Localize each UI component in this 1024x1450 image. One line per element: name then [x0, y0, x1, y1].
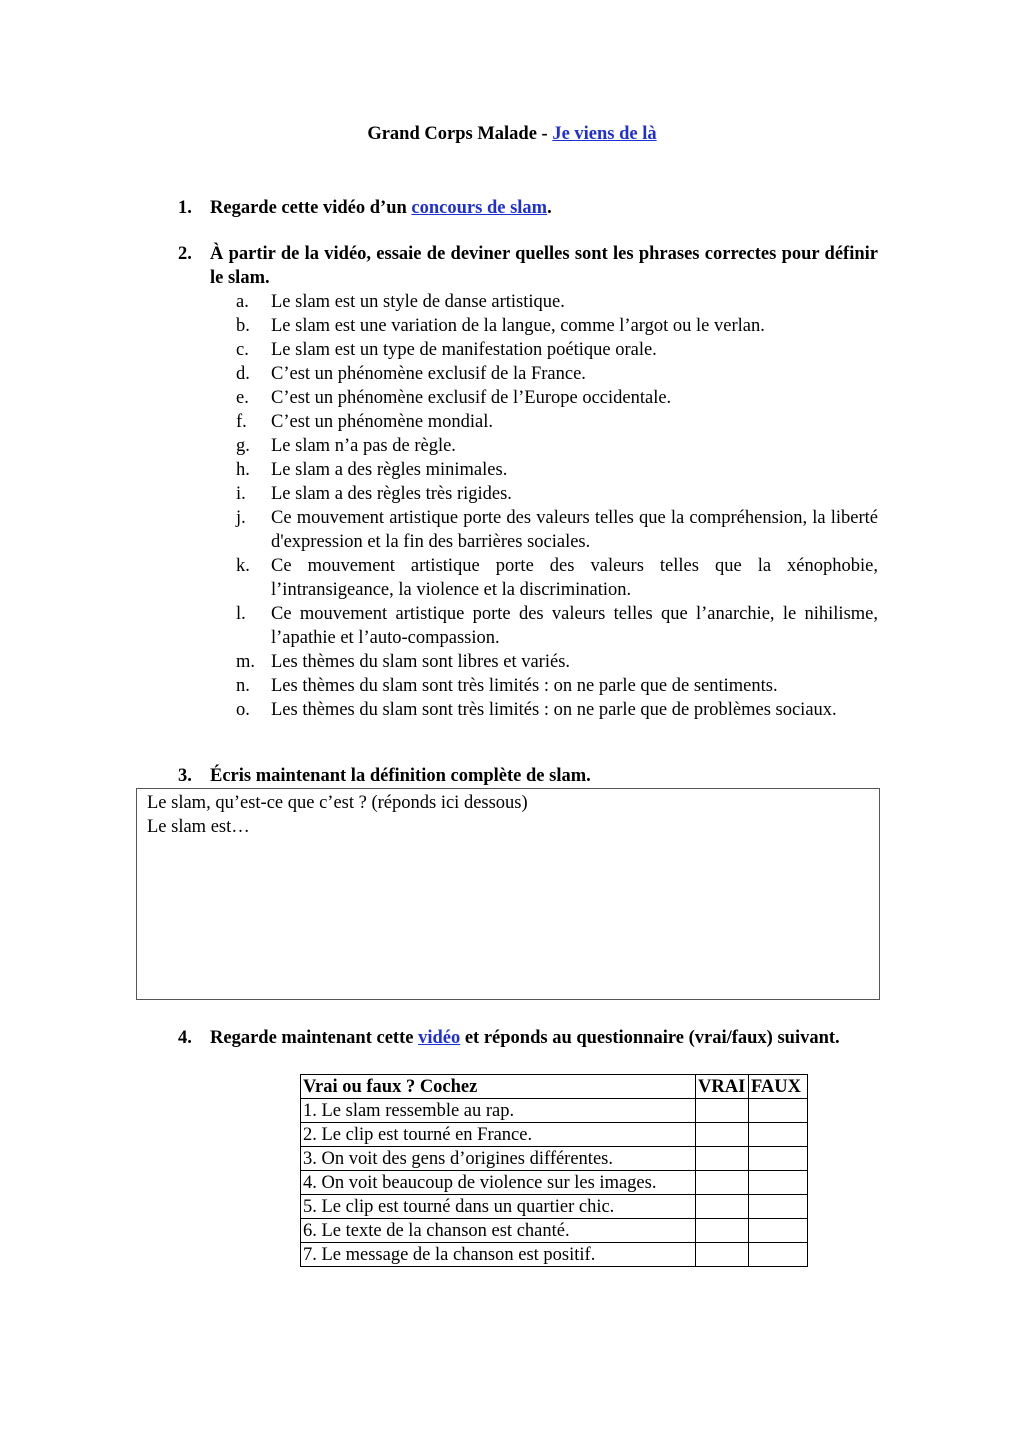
question-4-text-end: et réponds au questionnaire (vrai/faux) suivant.: [460, 1028, 840, 1048]
header-vrai: VRAI: [696, 1075, 749, 1099]
question-3-text: Écris maintenant la définition complète de slam.: [210, 766, 591, 786]
option-text: C’est un phénomène mondial.: [271, 412, 493, 432]
faux-cell[interactable]: [749, 1219, 808, 1243]
option-text: Les thèmes du slam sont libres et variés.: [271, 652, 571, 672]
option-letter: g.: [236, 436, 250, 456]
option-text: Le slam a des règles minimales.: [271, 460, 508, 480]
option-h: [0, 458, 1024, 482]
option-letter: m.: [236, 652, 256, 672]
option-text: Ce mouvement artistique porte des valeurs telles que la compréhension, la liberté d'expression et la fin des barrières sociales.: [271, 508, 878, 552]
vrai-cell[interactable]: [696, 1099, 749, 1123]
table-row: [301, 1219, 808, 1243]
option-text: Ce mouvement artistique porte des valeurs telles que l’anarchie, le nihilisme, l’apathie et l’auto-compassion.: [271, 604, 878, 648]
faux-cell[interactable]: [749, 1147, 808, 1171]
statement-cell: 3. On voit des gens d’origines différentes.: [301, 1147, 696, 1171]
option-c: [0, 338, 1024, 362]
question-2-options: [0, 290, 1024, 722]
statement-cell: 1. Le slam ressemble au rap.: [301, 1099, 696, 1123]
answer-box-start: Le slam est…: [147, 817, 250, 837]
definition-answer-box[interactable]: [136, 788, 880, 1000]
question-4-number: 4.: [178, 1028, 192, 1048]
option-letter: n.: [236, 676, 250, 696]
option-text: Les thèmes du slam sont très limités : on ne parle que de sentiments.: [271, 676, 778, 696]
faux-cell[interactable]: [749, 1243, 808, 1267]
answer-box-prompt: Le slam, qu’est-ce que c’est ? (réponds ici dessous): [147, 793, 528, 813]
option-letter: b.: [236, 316, 250, 336]
option-letter: c.: [236, 340, 249, 360]
page-title: [0, 122, 1024, 146]
question-1-text-end: .: [547, 198, 552, 218]
table-row: [301, 1195, 808, 1219]
option-text: Le slam est un type de manifestation poétique orale.: [271, 340, 657, 360]
question-2-text: À partir de la vidéo, essaie de deviner quelles sont les phrases correctes pour définir le slam.: [210, 244, 878, 288]
header-faux: FAUX: [749, 1075, 808, 1099]
option-letter: d.: [236, 364, 250, 384]
faux-cell[interactable]: [749, 1171, 808, 1195]
option-i: [0, 482, 1024, 506]
option-letter: k.: [236, 556, 250, 576]
statement-cell: 6. Le texte de la chanson est chanté.: [301, 1219, 696, 1243]
vrai-cell[interactable]: [696, 1219, 749, 1243]
vrai-cell[interactable]: [696, 1147, 749, 1171]
option-text: Le slam est un style de danse artistique.: [271, 292, 565, 312]
option-letter: e.: [236, 388, 249, 408]
title-prefix: Grand Corps Malade -: [367, 124, 553, 144]
question-1-number: 1.: [178, 198, 192, 218]
vrai-cell[interactable]: [696, 1195, 749, 1219]
option-letter: o.: [236, 700, 250, 720]
statement-cell: 4. On voit beaucoup de violence sur les images.: [301, 1171, 696, 1195]
question-4-text: [210, 1026, 878, 1050]
faux-cell[interactable]: [749, 1123, 808, 1147]
vrai-cell[interactable]: [696, 1243, 749, 1267]
table-row: [301, 1123, 808, 1147]
option-letter: l.: [236, 604, 246, 624]
option-letter: a.: [236, 292, 249, 312]
option-d: [0, 362, 1024, 386]
option-letter: j.: [236, 508, 246, 528]
option-letter: h.: [236, 460, 250, 480]
option-g: [0, 434, 1024, 458]
header-statement: Vrai ou faux ? Cochez: [301, 1075, 696, 1099]
option-j: [0, 506, 1024, 554]
table-row: [301, 1099, 808, 1123]
statement-cell: 7. Le message de la chanson est positif.: [301, 1243, 696, 1267]
option-l: [0, 602, 1024, 650]
option-a: [0, 290, 1024, 314]
option-text: Le slam a des règles très rigides.: [271, 484, 512, 504]
table-row: [301, 1243, 808, 1267]
table-row: [301, 1147, 808, 1171]
option-f: [0, 410, 1024, 434]
option-text: Les thèmes du slam sont très limités : on ne parle que de problèmes sociaux.: [271, 700, 837, 720]
question-1-text-start: Regarde cette vidéo d’un: [210, 198, 412, 218]
option-k: [0, 554, 1024, 602]
faux-cell[interactable]: [749, 1099, 808, 1123]
statement-cell: 5. Le clip est tourné dans un quartier chic.: [301, 1195, 696, 1219]
option-e: [0, 386, 1024, 410]
option-n: [0, 674, 1024, 698]
vrai-cell[interactable]: [696, 1123, 749, 1147]
option-b: [0, 314, 1024, 338]
option-o: [0, 698, 1024, 722]
table-row: [301, 1171, 808, 1195]
option-text: C’est un phénomène exclusif de la France.: [271, 364, 586, 384]
option-text: Ce mouvement artistique porte des valeurs telles que la xénophobie, l’intransigeance, la violence et la discrimination.: [271, 556, 878, 600]
vrai-cell[interactable]: [696, 1171, 749, 1195]
option-letter: f.: [236, 412, 247, 432]
question-3-number: 3.: [178, 766, 192, 786]
option-letter: i.: [236, 484, 246, 504]
question-4-text-start: Regarde maintenant cette: [210, 1028, 419, 1048]
question-2-number: 2.: [178, 244, 192, 264]
option-text: C’est un phénomène exclusif de l’Europe occidentale.: [271, 388, 672, 408]
option-text: Le slam est une variation de la langue, comme l’argot ou le verlan.: [271, 316, 765, 336]
video-link[interactable]: vidéo: [418, 1028, 461, 1048]
option-text: Le slam n’a pas de règle.: [271, 436, 456, 456]
slam-contest-link[interactable]: concours de slam: [411, 198, 548, 218]
song-title-link[interactable]: Je viens de là: [552, 124, 657, 144]
option-m: [0, 650, 1024, 674]
faux-cell[interactable]: [749, 1195, 808, 1219]
true-false-table: [300, 1074, 808, 1267]
statement-cell: 2. Le clip est tourné en France.: [301, 1123, 696, 1147]
question-1-text: [210, 196, 878, 220]
table-header-row: [301, 1075, 808, 1099]
